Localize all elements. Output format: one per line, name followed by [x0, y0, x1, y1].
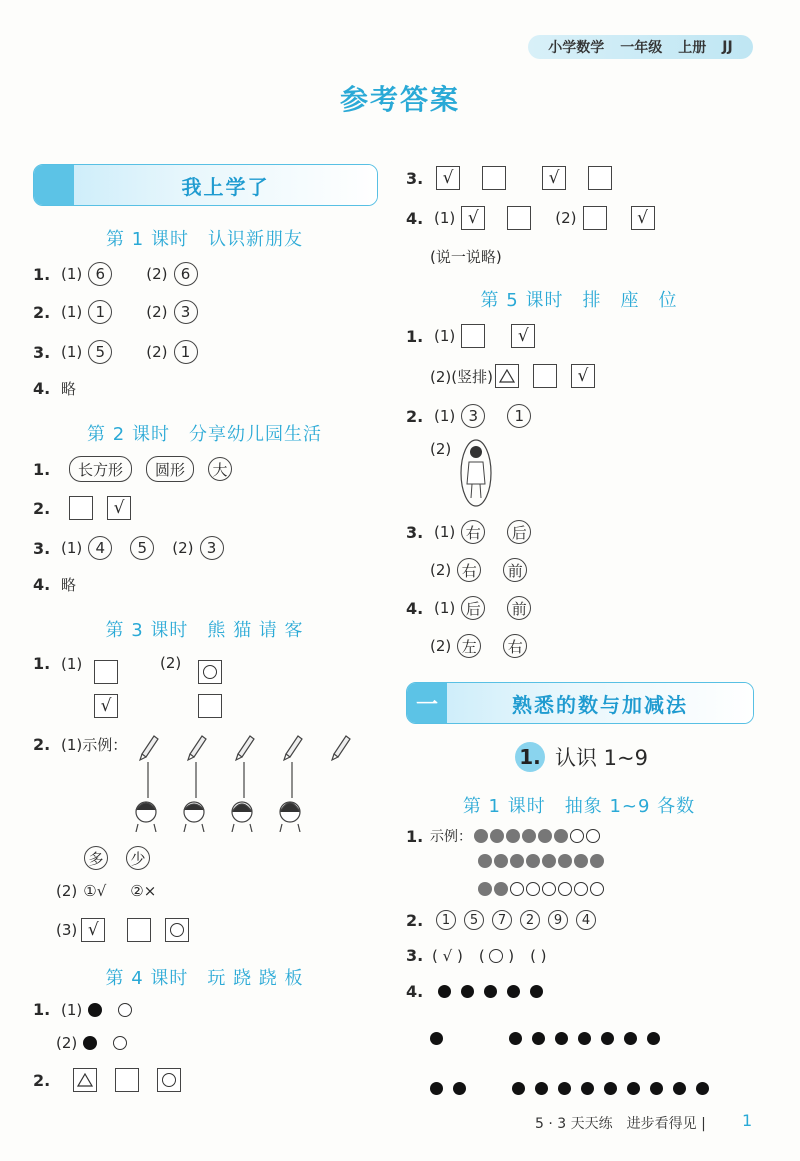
lesson-title: 第 1 课时 认识新朋友	[106, 229, 303, 250]
sub-label: (2)	[430, 637, 452, 655]
circled-answer: 左	[457, 634, 481, 658]
gray-dot	[494, 882, 508, 896]
check-box: √	[94, 694, 118, 718]
sub-label: (1)	[434, 327, 456, 345]
empty-box	[533, 364, 557, 388]
sub-label: (1)示例：	[61, 736, 128, 754]
empty-dot	[526, 882, 540, 896]
sub-label: (1)	[434, 599, 456, 617]
lesson-title: 第 2 课时 分享幼儿园生活	[87, 424, 322, 445]
answer-row	[406, 946, 547, 965]
empty-box	[461, 324, 485, 348]
black-dot	[650, 1082, 663, 1095]
footer-text: 5 · 3 天天练 进步看得见 |	[535, 1116, 706, 1132]
unit-title: 熟悉的数与加减法	[447, 683, 753, 723]
answer-row	[33, 1068, 181, 1092]
gray-dot	[478, 882, 492, 896]
gray-dot	[490, 829, 504, 843]
sub-label: (2)	[146, 303, 168, 321]
question-number: 1.	[406, 826, 424, 846]
unit-tag	[34, 165, 74, 205]
black-dot	[535, 1082, 548, 1095]
circle-box	[198, 660, 222, 684]
answer-row	[430, 634, 527, 658]
black-dot	[558, 1082, 571, 1095]
gray-dot	[554, 829, 568, 843]
circled-answer: 右	[503, 634, 527, 658]
empty-box	[115, 1068, 139, 1092]
sub-label: (2)(竖排)	[430, 367, 493, 386]
check-box: √	[571, 364, 595, 388]
answer-text: 略	[61, 380, 77, 398]
sub-label: (3)	[56, 921, 78, 939]
sub-label: (2)	[430, 440, 452, 458]
lesson-title: 第 3 课时 熊 猫 请 客	[105, 620, 304, 641]
unit-tag: 一	[407, 683, 447, 723]
question-number: 3.	[33, 342, 51, 362]
circled-answer: 2	[520, 910, 540, 930]
dot-row	[430, 1032, 660, 1045]
answer-row	[406, 404, 531, 428]
question-number: 1.	[33, 264, 51, 284]
dot-row	[478, 854, 604, 868]
black-dot	[627, 1082, 640, 1095]
black-dot	[507, 985, 520, 998]
circle-box	[157, 1068, 181, 1092]
answer-text: ①√	[83, 882, 107, 900]
triangle-box	[495, 364, 519, 388]
black-dot	[673, 1082, 686, 1095]
gray-dot	[558, 854, 572, 868]
circled-answer: 少	[126, 846, 150, 870]
question-number: 3.	[406, 522, 424, 542]
black-dot	[532, 1032, 545, 1045]
question-number: 3.	[406, 946, 424, 965]
check-box: √	[436, 166, 460, 190]
gray-dot	[526, 854, 540, 868]
black-dot	[647, 1032, 660, 1045]
page-title: 参考答案	[339, 83, 460, 116]
lesson-title: 第 5 课时 排 座 位	[480, 290, 678, 311]
check-box: √	[81, 918, 105, 942]
dot-row	[430, 1082, 709, 1095]
unit-bar-school	[33, 164, 378, 206]
empty-box	[583, 206, 607, 230]
question-number: 4.	[33, 379, 51, 398]
circled-answer: 7	[492, 910, 512, 930]
answer-row	[430, 558, 527, 582]
gray-dot	[522, 829, 536, 843]
black-dot	[624, 1032, 637, 1045]
circled-answer: 4	[576, 910, 596, 930]
answer-row	[33, 456, 232, 482]
sub-label: (2)	[160, 654, 182, 672]
sub-label: (1)	[434, 523, 456, 541]
question-number: 4.	[406, 208, 424, 228]
empty-dot	[586, 829, 600, 843]
empty-dot	[542, 882, 556, 896]
answer-row	[33, 654, 82, 673]
circled-answer: 大	[208, 457, 232, 481]
gray-dot	[474, 829, 488, 843]
answer-row	[430, 440, 451, 458]
gray-dot	[478, 854, 492, 868]
section-number: 1.	[515, 742, 545, 772]
black-dot	[581, 1082, 594, 1095]
black-dot	[555, 1032, 568, 1045]
answer-row	[406, 520, 531, 544]
sub-label: (2)	[56, 882, 78, 900]
answer-row	[33, 536, 224, 560]
black-dot	[430, 1082, 443, 1095]
unit-title: 我上学了	[74, 165, 377, 205]
answer-row	[33, 1000, 132, 1019]
circled-answer: 圆形	[146, 456, 194, 482]
empty-box	[69, 496, 93, 520]
question-number: 4.	[33, 575, 51, 594]
answer-text: ②×	[130, 882, 157, 900]
question-number: 1.	[33, 459, 51, 479]
black-dot	[430, 1032, 443, 1045]
grade: 一年级	[620, 40, 663, 56]
check-box: √	[461, 206, 485, 230]
circled-answer: 多	[84, 846, 108, 870]
circled-answer: 1	[174, 340, 198, 364]
empty-circle	[113, 1036, 127, 1050]
question-number: 2.	[33, 1070, 51, 1090]
gray-dot	[506, 829, 520, 843]
question-number: 3.	[33, 538, 51, 558]
header-badge	[528, 35, 753, 59]
answer-row	[160, 654, 181, 672]
pencils-children-figure	[128, 732, 368, 832]
answer-text: ( )	[530, 946, 547, 965]
answer-row	[84, 846, 150, 870]
sub-label: (2)	[430, 561, 452, 579]
question-number: 1.	[33, 1000, 51, 1019]
answer-row	[33, 734, 127, 755]
circled-answer: 1	[88, 300, 112, 324]
question-number: 2.	[33, 498, 51, 518]
circled-answer: 9	[548, 910, 568, 930]
sub-label: (1)	[61, 654, 83, 673]
circle-box	[165, 918, 189, 942]
black-dot	[461, 985, 474, 998]
empty-dot	[510, 882, 524, 896]
sub-label: (2)	[555, 209, 577, 227]
sub-label: (1)	[434, 209, 456, 227]
empty-box	[588, 166, 612, 190]
answer-row	[406, 206, 655, 230]
black-dot	[512, 1082, 525, 1095]
dot-row	[478, 882, 604, 896]
empty-dot	[570, 829, 584, 843]
sub-label: 示例：	[430, 829, 472, 845]
page-number: 1	[742, 1111, 753, 1130]
sub-label: (1)	[61, 539, 83, 557]
circled-answer: 长方形	[69, 456, 132, 482]
circled-answer: 后	[461, 596, 485, 620]
term: 上册	[678, 40, 707, 56]
question-number: 1.	[33, 654, 51, 673]
circled-answer: 5	[464, 910, 484, 930]
note: (说一说略)	[430, 248, 502, 266]
sub-label: (2)	[146, 265, 168, 283]
answer-row	[430, 364, 595, 388]
section-title: 认识 1~9	[555, 746, 648, 770]
circled-answer: 右	[457, 558, 481, 582]
empty-box	[94, 660, 118, 684]
sub-label: (1)	[61, 343, 83, 361]
empty-dot	[590, 882, 604, 896]
answer-row	[33, 496, 131, 520]
circled-answer: 后	[507, 520, 531, 544]
answer-text: ( √ )	[432, 946, 463, 965]
empty-dot	[574, 882, 588, 896]
gray-dot	[494, 854, 508, 868]
answer-row	[56, 918, 189, 942]
answer-row	[406, 982, 543, 1001]
question-number: 2.	[406, 910, 424, 930]
circled-answer: 前	[503, 558, 527, 582]
subject: 小学数学	[548, 40, 605, 56]
sub-label: (2)	[146, 343, 168, 361]
black-dot	[453, 1082, 466, 1095]
answer-row	[33, 340, 198, 364]
filled-circle	[83, 1036, 97, 1050]
gray-dot	[538, 829, 552, 843]
question-number: 2.	[33, 302, 51, 322]
circled-answer: 6	[174, 262, 198, 286]
question-number: 2.	[406, 406, 424, 426]
lesson-title: 第 4 课时 玩 跷 跷 板	[105, 968, 304, 989]
check-box: √	[631, 206, 655, 230]
black-dot	[696, 1082, 709, 1095]
circle-answer: ( )	[478, 946, 515, 965]
answer-row	[33, 378, 76, 399]
circled-answer: 5	[88, 340, 112, 364]
gray-dot	[510, 854, 524, 868]
answer-row	[406, 596, 531, 620]
sub-label: (1)	[434, 407, 456, 425]
circled-answer: 前	[507, 596, 531, 620]
empty-box	[198, 694, 222, 718]
question-number: 1.	[406, 326, 424, 346]
black-dot	[509, 1032, 522, 1045]
girl-figure	[458, 438, 494, 508]
empty-circle	[118, 1003, 132, 1017]
gray-dot	[574, 854, 588, 868]
circled-answer: 1	[507, 404, 531, 428]
black-dot	[530, 985, 543, 998]
answer-row	[406, 166, 612, 190]
question-number: 4.	[406, 598, 424, 618]
sub-label: (1)	[61, 1000, 83, 1019]
gray-dot	[590, 854, 604, 868]
check-box: √	[542, 166, 566, 190]
question-number: 2.	[33, 735, 51, 754]
sub-label: (2)	[56, 1034, 78, 1052]
edition: JJ	[722, 39, 733, 55]
answer-row	[406, 324, 535, 348]
answer-row	[33, 262, 198, 286]
sub-label: (1)	[61, 265, 83, 283]
answer-row	[406, 826, 600, 846]
sub-label: (2)	[172, 539, 194, 557]
black-dot	[604, 1082, 617, 1095]
empty-box	[507, 206, 531, 230]
circled-answer: 3	[174, 300, 198, 324]
unit-bar-numbers	[406, 682, 754, 724]
gray-dot	[542, 854, 556, 868]
triangle-box	[73, 1068, 97, 1092]
circled-answer: 6	[88, 262, 112, 286]
empty-dot	[558, 882, 572, 896]
question-number: 3.	[406, 168, 424, 188]
empty-box	[127, 918, 151, 942]
question-number: 4.	[406, 982, 424, 1001]
filled-circle	[88, 1003, 102, 1017]
answer-row	[56, 1034, 127, 1052]
lesson-title: 第 1 课时 抽象 1~9 各数	[462, 796, 696, 817]
black-dot	[484, 985, 497, 998]
answer-row	[56, 882, 156, 900]
circled-answer: 5	[130, 536, 154, 560]
circled-answer: 4	[88, 536, 112, 560]
black-dot	[438, 985, 451, 998]
circled-answer: 3	[200, 536, 224, 560]
check-box: √	[107, 496, 131, 520]
answer-row	[33, 300, 198, 324]
answer-row	[406, 910, 596, 930]
answer-text: 略	[61, 576, 77, 594]
empty-box	[482, 166, 506, 190]
black-dot	[601, 1032, 614, 1045]
circled-answer: 1	[436, 910, 456, 930]
answer-row	[33, 574, 76, 595]
sub-label: (1)	[61, 303, 83, 321]
check-box: √	[511, 324, 535, 348]
black-dot	[578, 1032, 591, 1045]
circled-answer: 右	[461, 520, 485, 544]
circled-answer: 3	[461, 404, 485, 428]
section-heading	[515, 742, 648, 772]
